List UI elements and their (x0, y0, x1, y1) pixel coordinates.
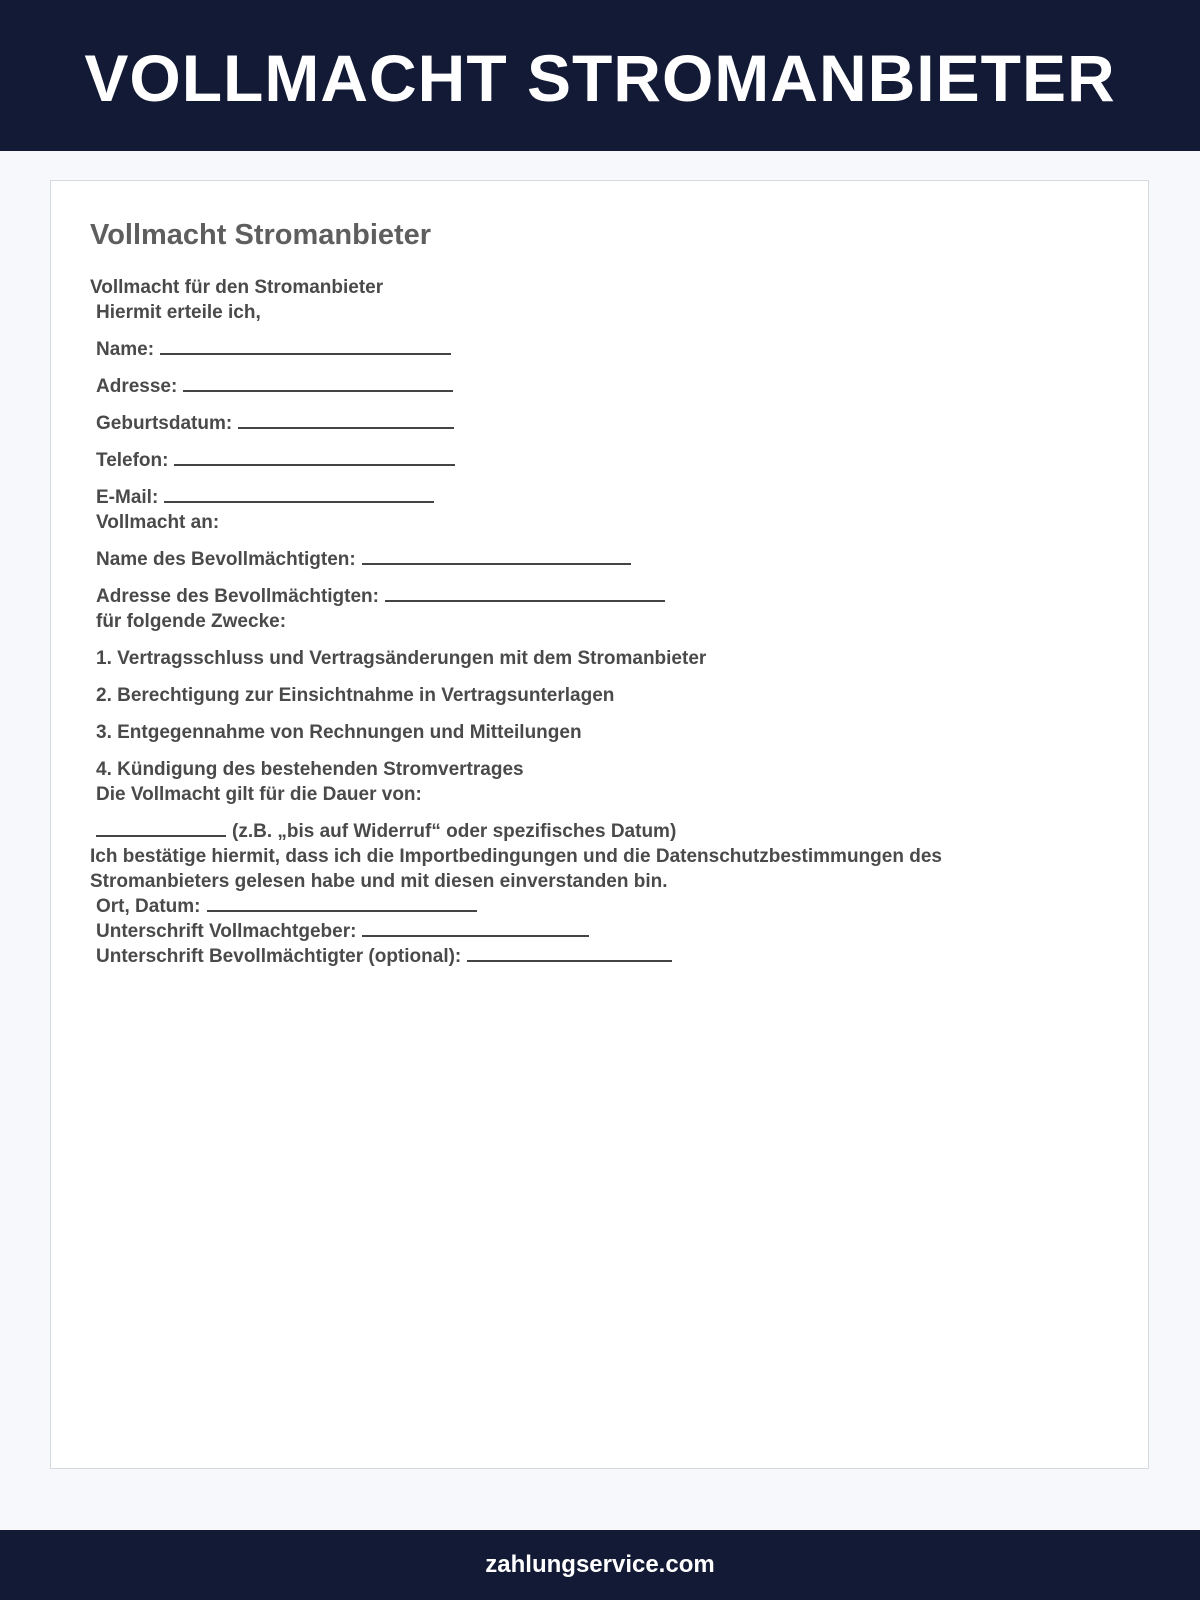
grantor-signature-blank-line[interactable] (362, 920, 589, 937)
grantee-name-label: Name des Bevollmächtigten: (96, 549, 356, 570)
duration-heading: Die Vollmacht gilt für die Dauer von: (96, 784, 422, 805)
duration-field[interactable] (96, 820, 676, 844)
grantee-name-field[interactable] (96, 548, 631, 572)
purposes-heading: für folgende Zwecke: (96, 611, 287, 632)
phone-label: Telefon: (96, 450, 169, 471)
grantee-signature-label: Unterschrift Bevollmächtigter (optional): (96, 946, 462, 967)
grantee-heading: Vollmacht an: (96, 512, 220, 533)
email-blank-line[interactable] (164, 486, 434, 503)
address-blank-line[interactable] (183, 375, 453, 392)
bottom-banner (0, 1530, 1200, 1600)
footer-site-name: zahlungservice.com (485, 1551, 715, 1578)
place-date-field[interactable] (96, 895, 477, 919)
email-label: E-Mail: (96, 487, 159, 508)
purpose-item: 4. Kündigung des bestehenden Stromvertrages (96, 759, 524, 780)
phone-field[interactable] (96, 449, 455, 473)
top-banner (0, 0, 1200, 151)
purpose-item: 3. Entgegennahme von Rechnungen und Mitteilungen (96, 722, 582, 743)
document-title: Vollmacht Stromanbieter (90, 219, 432, 251)
birthdate-field[interactable] (96, 412, 454, 436)
duration-blank-line[interactable] (96, 820, 226, 837)
grantee-signature-blank-line[interactable] (467, 945, 672, 962)
birthdate-blank-line[interactable] (238, 412, 454, 429)
phone-blank-line[interactable] (174, 449, 455, 466)
grantee-address-blank-line[interactable] (385, 585, 665, 602)
confirmation-line: Ich bestätige hiermit, dass ich die Importbedingungen und die Datenschutzbestimmungen des (90, 846, 942, 867)
grantor-signature-field[interactable] (96, 920, 589, 944)
grantee-address-field[interactable] (96, 585, 665, 609)
document-card (50, 180, 1149, 1469)
address-field[interactable] (96, 375, 453, 399)
name-label: Name: (96, 339, 155, 360)
grantee-name-blank-line[interactable] (362, 548, 631, 565)
name-field[interactable] (96, 338, 451, 362)
purpose-item: 2. Berechtigung zur Einsichtnahme in Vertragsunterlagen (96, 685, 615, 706)
intro-text: Hiermit erteile ich, (96, 302, 261, 323)
banner-title: VOLLMACHT STROMANBIETER (84, 40, 1116, 115)
name-blank-line[interactable] (160, 338, 451, 355)
grantee-address-label: Adresse des Bevollmächtigten: (96, 586, 379, 607)
birthdate-label: Geburtsdatum: (96, 413, 233, 434)
duration-hint: (z.B. „bis auf Widerruf“ oder spezifisches Datum) (232, 821, 677, 842)
confirmation-line: Stromanbieters gelesen habe und mit diesen einverstanden bin. (90, 871, 668, 892)
grantee-signature-field[interactable] (96, 945, 672, 969)
place-date-label: Ort, Datum: (96, 896, 201, 917)
place-date-blank-line[interactable] (207, 895, 477, 912)
grantor-signature-label: Unterschrift Vollmachtgeber: (96, 921, 357, 942)
purpose-item: 1. Vertragsschluss und Vertragsänderungen mit dem Stromanbieter (96, 648, 707, 669)
email-field[interactable] (96, 486, 434, 510)
address-label: Adresse: (96, 376, 178, 397)
document-subtitle: Vollmacht für den Stromanbieter (90, 277, 384, 298)
